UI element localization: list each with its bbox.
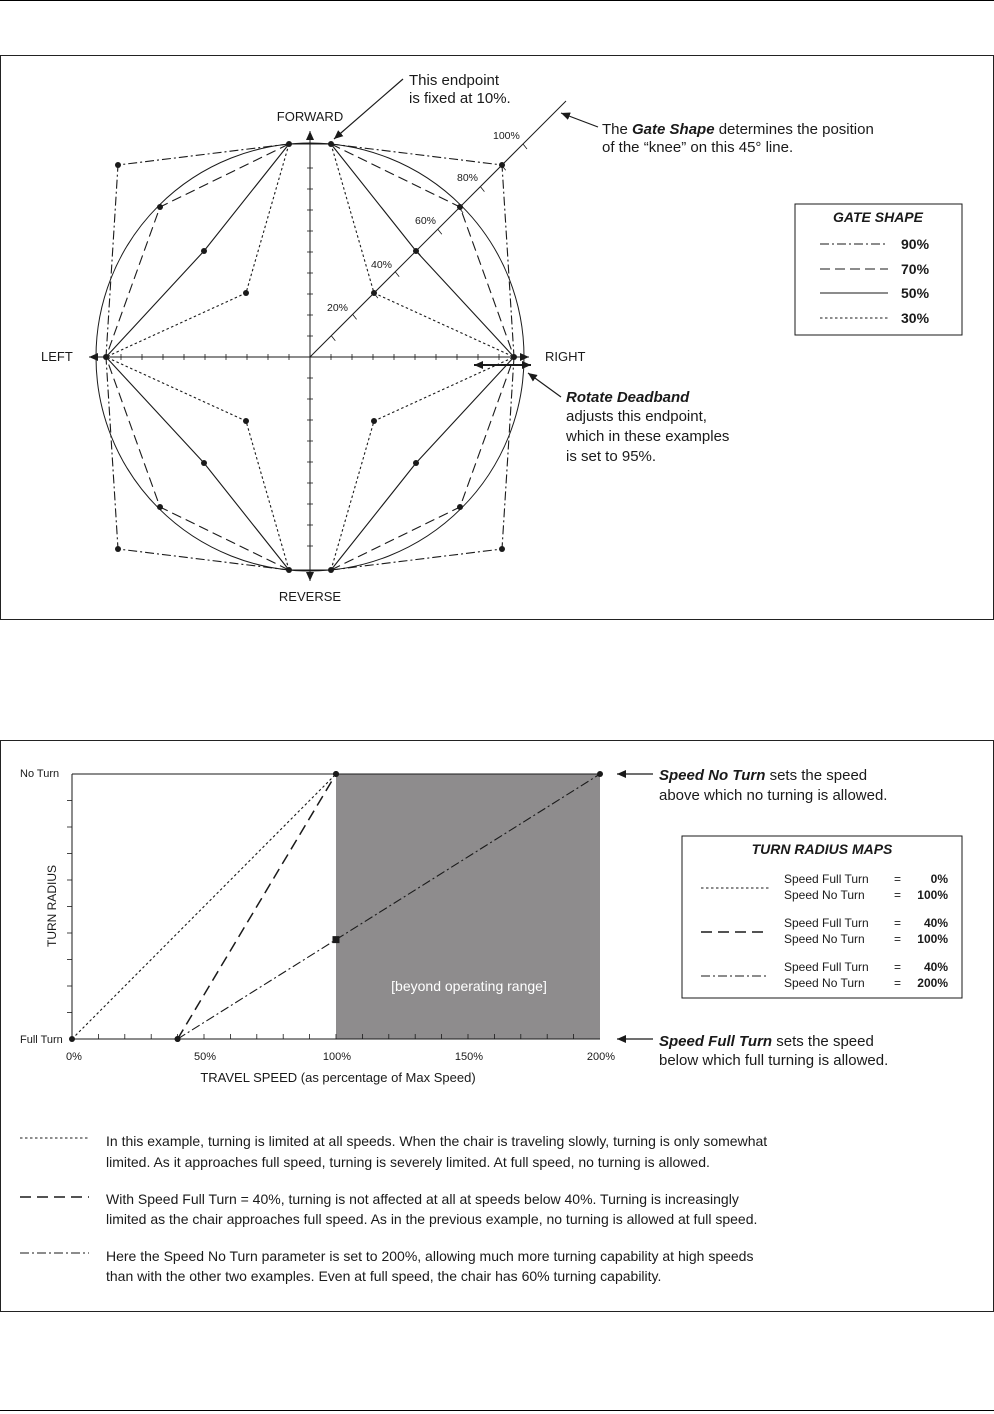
turn-radius-diagram [1,741,993,1311]
deadband-endpoint [511,354,517,360]
note-2-line2: limited as the chair approaches full speed. As in the previous example, no turning is allowed at full speed. [106,1211,758,1227]
knee-point [115,546,121,552]
fixed-endpoint [286,141,292,147]
gate-shape-line-dashdot [331,144,514,357]
turn-legend-1-name-b: Speed No Turn [784,888,865,902]
knee-point [157,504,163,510]
knee-point [413,460,419,466]
gate-shape-line-dash [106,357,289,570]
turn-legend-2-name-b: Speed No Turn [784,932,865,946]
diag-tick [523,144,527,149]
knee-point [499,162,505,168]
turn-legend-2-name-a: Speed Full Turn [784,916,869,930]
legend-label-50: 50% [901,285,930,301]
turn-legend-2-eq-b: = [894,932,902,946]
fixed-endpoint [328,141,334,147]
bottom-rule [0,1410,994,1411]
gate-shape-line-dot [106,144,289,357]
gate-callout-arrow [561,113,598,127]
x-tick-200: 200% [586,1051,616,1063]
full-speed-marker [333,936,340,943]
knee-point [243,290,249,296]
knee-line-ticks [331,144,527,341]
turn-map-line-dot [72,774,336,1039]
deadband-callout-line1: adjusts this endpoint, [566,408,707,425]
x-tick-150: 150% [454,1051,484,1063]
gate-shape-line-solid [106,357,289,570]
legend-label-30: 30% [901,310,930,326]
gate-shape-panel [0,55,994,620]
turn-legend-2-val-a: 40% [923,916,948,930]
endpoint-callout-arrow [334,79,403,139]
deadband-callout-title: Rotate Deadband [566,389,690,406]
x-tick-50: 50% [193,1051,217,1063]
gate-shape-line-dash [331,144,514,357]
legend-label-70: 70% [901,261,930,277]
diag-label-60: 60% [415,215,437,227]
gate-shape-line-dot [106,357,289,570]
forward-label: FORWARD [276,109,344,124]
turn-legend-1-val-b: 100% [917,888,948,902]
gate-shape-line-dot [331,144,514,357]
turn-legend-title: TURN RADIUS MAPS [751,841,893,857]
turn-legend-3-val-b: 200% [917,976,948,990]
gate-shape-line-dot [331,357,514,570]
turn-legend-3-val-a: 40% [923,960,948,974]
knee-point [371,290,377,296]
diag-label-20: 20% [327,302,349,314]
x-axis-title: TRAVEL SPEED (as percentage of Max Speed) [200,1070,476,1085]
endpoint-callout-line2: is fixed at 10%. [409,90,511,107]
fixed-endpoint [286,567,292,573]
gate-shape-line-dashdot [106,144,289,357]
no-turn-callout-line2: above which no turning is allowed. [659,787,888,804]
note-3-line2: than with the other two examples. Even at full speed, the chair has 60% turning capability. [106,1268,662,1284]
knee-point [157,204,163,210]
turn-legend-1-name-a: Speed Full Turn [784,872,869,886]
turn-legend-2-val-b: 100% [917,932,948,946]
gate-callout-line1: The Gate Shape determines the position [602,121,874,138]
left-label: LEFT [41,349,73,364]
gate-shape-line-solid [331,144,514,357]
diag-tick [331,336,335,341]
diag-label-40: 40% [371,259,393,271]
full-turn-callout-line2: below which full turning is allowed. [659,1052,889,1069]
legend-label-90: 90% [901,236,930,252]
turn-radius-notes [20,1133,767,1284]
note-1-line2: limited. As it approaches full speed, turning is severely limited. At full speed, no turning is allowed. [106,1154,710,1170]
beyond-range-label: [beyond operating range] [391,978,547,994]
diag-label-100: 100% [493,130,520,142]
turn-legend-1-val-a: 0% [930,872,948,886]
y-axis-title: TURN RADIUS [45,864,59,948]
turn-map-line-dash [178,774,336,1039]
map-end-point [597,771,603,777]
knee-point [499,546,505,552]
gate-shape-line-dash [106,144,289,357]
knee-line [310,101,566,357]
gate-shape-line-solid [106,144,289,357]
turn-legend-1-eq-b: = [894,888,902,902]
note-3-line1: Here the Speed No Turn parameter is set to 200%, allowing much more turning capability at high speeds [106,1248,754,1264]
endpoint-callout-line1: This endpoint [409,72,500,89]
knee-point [457,204,463,210]
diag-tick [480,187,484,192]
no-turn-callout-line1: Speed No Turn sets the speed [659,767,868,784]
gate-shape-legend [795,204,962,335]
right-label: RIGHT [545,349,586,364]
deadband-callout-line2: which in these examples [566,428,730,445]
diag-label-80: 80% [457,172,479,184]
diag-tick [438,229,442,234]
knee-point [243,418,249,424]
turn-legend-3-name-a: Speed Full Turn [784,960,869,974]
turn-legend-1-eq-a: = [894,872,902,886]
map-start-point [175,1036,181,1042]
map-end-point [333,771,339,777]
knee-point [115,162,121,168]
reverse-label: REVERSE [278,589,342,604]
deadband-endpoint [103,354,109,360]
note-1-line1: In this example, turning is limited at all speeds. When the chair is traveling slowly, turning is only somewhat [106,1133,768,1149]
y-label-no-turn: No Turn [20,768,60,780]
note-2-line1: With Speed Full Turn = 40%, turning is not affected at all at speeds below 40%. Turning is increasingly [106,1191,739,1207]
y-label-full-turn: Full Turn [20,1034,63,1046]
knee-point [201,248,207,254]
map-start-point [69,1036,75,1042]
knee-point [457,504,463,510]
gate-shape-line-dash [331,357,514,570]
deadband-callout-arrow [528,373,561,397]
turn-radius-legend [682,836,962,998]
gate-shape-line-solid [331,357,514,570]
top-rule [0,0,994,1]
gate-shape-line-dashdot [331,357,514,570]
turn-radius-panel [0,740,994,1312]
gate-callout-line2: of the “knee” on this 45° line. [602,139,794,156]
deadband-callout-line3: is set to 95%. [566,448,657,465]
gate-shape-line-dashdot [106,357,289,570]
turn-legend-3-name-b: Speed No Turn [784,976,865,990]
turn-legend-3-eq-b: = [894,976,902,990]
diag-tick [353,314,357,319]
turn-legend-3-eq-a: = [894,960,902,974]
knee-point [201,460,207,466]
diag-tick [395,272,399,277]
x-tick-0: 0% [66,1051,82,1063]
full-turn-callout-line1: Speed Full Turn sets the speed [659,1033,874,1050]
turn-legend-2-eq-a: = [894,916,902,930]
gate-legend-title: GATE SHAPE [833,209,923,225]
knee-point [371,418,377,424]
beyond-range-region [336,774,600,1039]
x-tick-100: 100% [322,1051,352,1063]
knee-point [413,248,419,254]
gate-shape-diagram [1,56,993,619]
fixed-endpoint [328,567,334,573]
